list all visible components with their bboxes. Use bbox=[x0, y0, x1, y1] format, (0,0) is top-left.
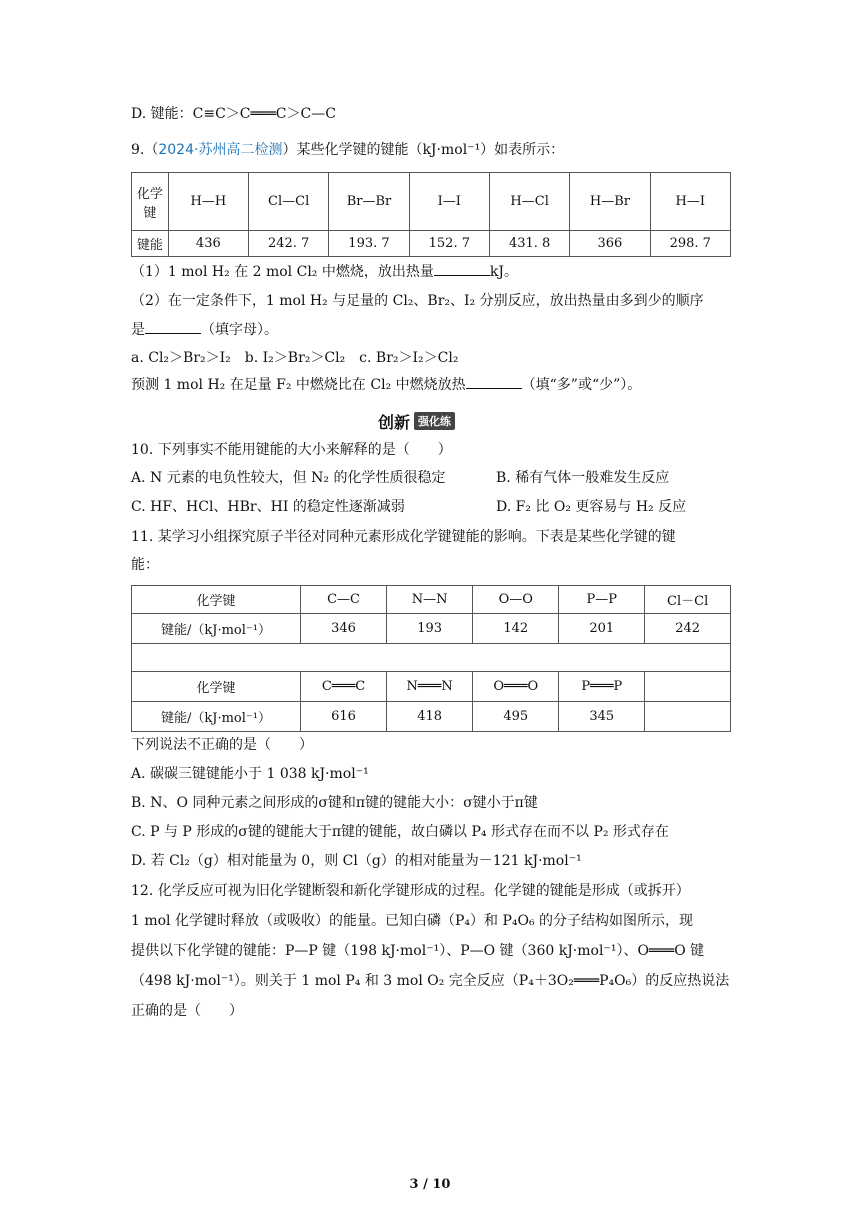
table2-cell: N═══N bbox=[387, 672, 473, 702]
banner-tag: 强化练 bbox=[414, 412, 455, 430]
table2-cell: Cl－Cl bbox=[645, 586, 731, 614]
table2-cell: 化学键 bbox=[132, 672, 301, 702]
question-11-ask: 下列说法不正确的是（ ） bbox=[131, 737, 313, 753]
question-12-line-3: 提供以下化学键的键能：P—P 键（198 kJ·mol⁻¹）、P—O 键（360 kJ·mol⁻¹）、O═══O 键 bbox=[131, 943, 705, 959]
table1-cell: 436 bbox=[168, 231, 248, 257]
section-banner bbox=[378, 409, 455, 433]
table2-cell: 242 bbox=[645, 614, 731, 644]
table2-cell: 495 bbox=[473, 702, 559, 732]
table2-cell: 418 bbox=[387, 702, 473, 732]
table2-cell bbox=[645, 672, 731, 702]
table2-cell: 345 bbox=[559, 702, 645, 732]
answer-blank[interactable] bbox=[145, 319, 201, 334]
answer-blank[interactable] bbox=[434, 261, 490, 276]
table2-cell: C—C bbox=[301, 586, 387, 614]
page-number: 3 / 10 bbox=[409, 1177, 451, 1192]
question-12-line-5: 正确的是（ ） bbox=[131, 1003, 243, 1019]
table2-cell: C═══C bbox=[301, 672, 387, 702]
table2-cell: 346 bbox=[301, 614, 387, 644]
table2-cell: O—O bbox=[473, 586, 559, 614]
table1-cell: 366 bbox=[570, 231, 650, 257]
table2-cell: P—P bbox=[559, 586, 645, 614]
table1-header-cell: Cl—Cl bbox=[248, 173, 328, 231]
table1-header-cell: H—I bbox=[650, 173, 730, 231]
table1-cell: 键能 bbox=[132, 231, 169, 257]
bond-energy-table-1 bbox=[131, 172, 731, 257]
table2-cell: 键能/（kJ·mol⁻¹） bbox=[132, 702, 301, 732]
answer-blank[interactable] bbox=[466, 374, 522, 389]
question-9-part-1: （1）1 mol H₂ 在 2 mol Cl₂ 中燃烧，放出热量 kJ。 bbox=[131, 261, 518, 282]
table1-cell: 193. 7 bbox=[329, 231, 409, 257]
table1-header-cell: H—Br bbox=[570, 173, 650, 231]
option-d-prev: D. 键能：C≡C＞C═══C＞C—C bbox=[131, 106, 336, 122]
question-10-option-b: B. 稀有气体一般难发生反应 bbox=[496, 470, 670, 486]
table2-cell: 化学键 bbox=[132, 586, 301, 614]
table1-header-cell: H—H bbox=[168, 173, 248, 231]
question-11-option-a: A. 碳碳三键键能小于 1 038 kJ·mol⁻¹ bbox=[131, 766, 369, 782]
question-9-part-2-cont: 是 （填字母）。 bbox=[131, 319, 278, 340]
table2-cell: 201 bbox=[559, 614, 645, 644]
bond-energy-table-2 bbox=[131, 585, 731, 732]
question-12-line-4: （498 kJ·mol⁻¹）。则关于 1 mol P₄ 和 3 mol O₂ 完全反应（P₄＋3O₂═══P₄O₆）的反应热说法 bbox=[131, 973, 730, 989]
table1-cell: 242. 7 bbox=[248, 231, 328, 257]
table1-header-cell: H—Cl bbox=[489, 173, 569, 231]
question-9-options: a. Cl₂＞Br₂＞I₂ b. I₂＞Br₂＞Cl₂ c. Br₂＞I₂＞Cl₂ bbox=[131, 350, 459, 366]
question-11-title-cont: 能： bbox=[131, 557, 159, 573]
table2-cell: P═══P bbox=[559, 672, 645, 702]
table2-cell: N—N bbox=[387, 586, 473, 614]
banner-title: 创新 bbox=[378, 412, 411, 432]
question-9-title: 9.（2024·苏州高二检测）某些化学键的键能（kJ·mol⁻¹）如表所示： bbox=[131, 142, 565, 158]
question-9-part-2: （2）在一定条件下，1 mol H₂ 与足量的 Cl₂、Br₂、I₂ 分别反应，放出热量由多到少的顺序 bbox=[131, 293, 704, 309]
question-source: 2024·苏州高二检测 bbox=[158, 142, 283, 158]
question-11-option-b: B. N、O 同种元素之间形成的σ键和π键的键能大小：σ键小于π键 bbox=[131, 795, 538, 811]
table1-cell: 152. 7 bbox=[409, 231, 489, 257]
table2-cell: 193 bbox=[387, 614, 473, 644]
table1-header-cell: I—I bbox=[409, 173, 489, 231]
question-10-option-d: D. F₂ 比 O₂ 更容易与 H₂ 反应 bbox=[496, 499, 687, 515]
question-10-option-c: C. HF、HCl、HBr、HI 的稳定性逐渐减弱 bbox=[131, 499, 405, 515]
table2-cell: 键能/（kJ·mol⁻¹） bbox=[132, 614, 301, 644]
question-12-line-2: 1 mol 化学键时释放（或吸收）的能量。已知白磷（P₄）和 P₄O₆ 的分子结构如图所示，现 bbox=[131, 913, 694, 929]
table2-cell: O═══O bbox=[473, 672, 559, 702]
question-11-option-c: C. P 与 P 形成的σ键的键能大于π键的键能，故白磷以 P₄ 形式存在而不以 P₂ 形式存在 bbox=[131, 824, 669, 840]
table1-cell: 431. 8 bbox=[489, 231, 569, 257]
table2-cell: 142 bbox=[473, 614, 559, 644]
table1-cell: 298. 7 bbox=[650, 231, 730, 257]
question-12-line-1: 12. 化学反应可视为旧化学键断裂和新化学键形成的过程。化学键的键能是形成（或拆开） bbox=[131, 883, 690, 899]
table2-spacer-row bbox=[132, 644, 731, 672]
table1-header-cell: Br—Br bbox=[329, 173, 409, 231]
table1-header-cell: 化学键 bbox=[132, 173, 169, 231]
question-10-title: 10. 下列事实不能用键能的大小来解释的是（ ） bbox=[131, 442, 452, 458]
question-9-part-3: 预测 1 mol H₂ 在足量 F₂ 中燃烧比在 Cl₂ 中燃烧放热 （填“多”或“少”）。 bbox=[131, 374, 641, 395]
question-10-option-a: A. N 元素的电负性较大，但 N₂ 的化学性质很稳定 bbox=[131, 470, 446, 486]
question-11-option-d: D. 若 Cl₂（g）相对能量为 0，则 Cl（g）的相对能量为－121 kJ·mol⁻¹ bbox=[131, 853, 582, 869]
question-11-title: 11. 某学习小组探究原子半径对同种元素形成化学键键能的影响。下表是某些化学键的键 bbox=[131, 529, 676, 545]
table2-cell: 616 bbox=[301, 702, 387, 732]
table2-cell bbox=[645, 702, 731, 732]
